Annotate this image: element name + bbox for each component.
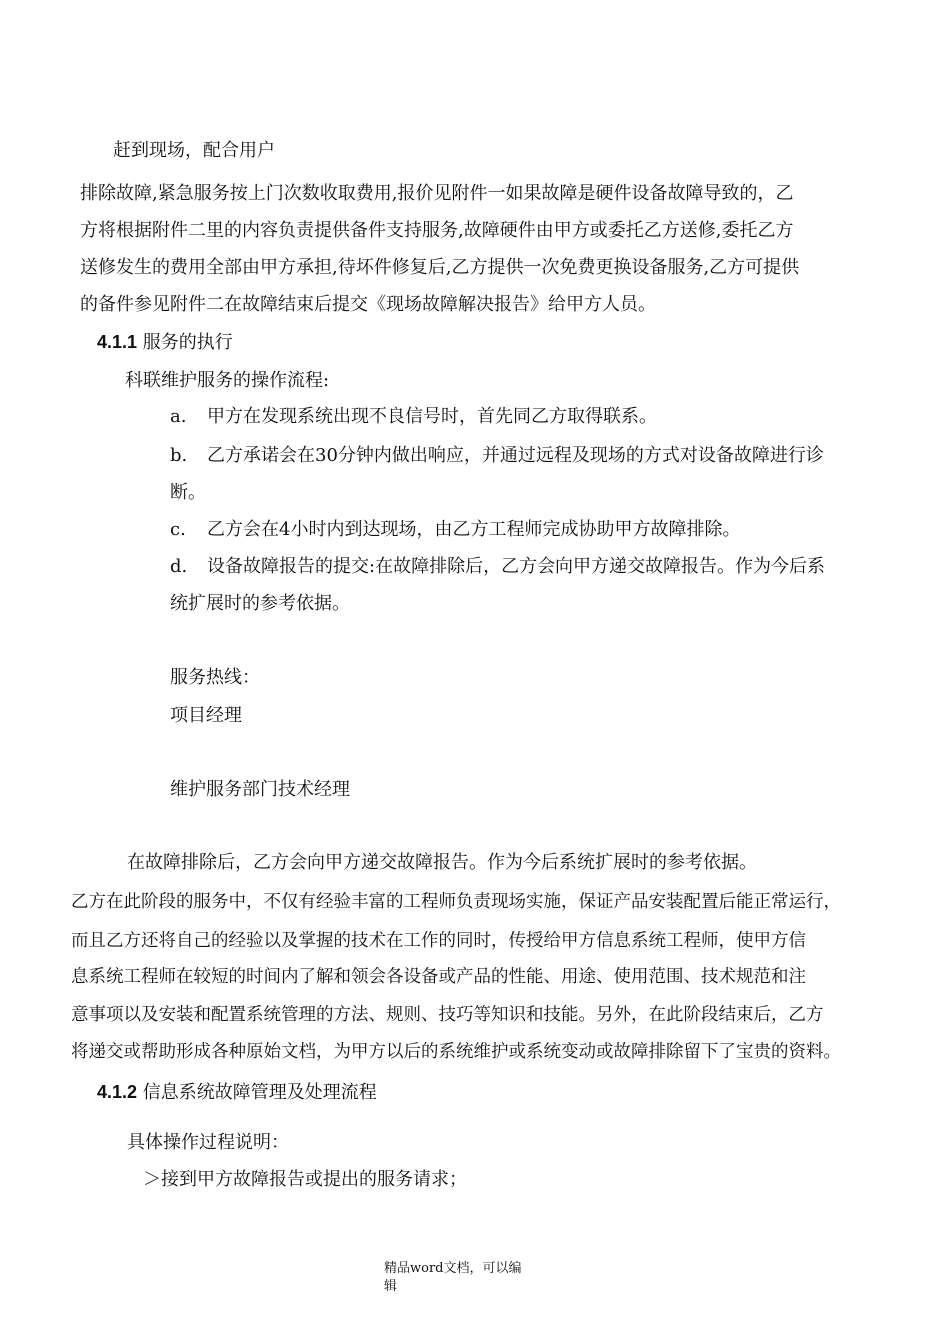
section-number: 4.1.1 bbox=[97, 332, 138, 352]
paragraph-line: 方将根据附件二里的内容负责提供备件支持服务,故障硬件由甲方或委托乙方送修,委托乙方 bbox=[80, 220, 794, 241]
list-item-text: 乙方会在4小时内到达现场，由乙方工程师完成协助甲方故障排除。 bbox=[207, 519, 741, 540]
intro-line: 赶到现场，配合用户 bbox=[113, 140, 275, 161]
paragraph-line: 将递交或帮助形成各种原始文档，为甲方以后的系统维护或系统变动或故障排除留下了宝贵的资料。 bbox=[71, 1042, 841, 1062]
project-manager-label: 项目经理 bbox=[170, 705, 242, 726]
tech-manager-label: 维护服务部门技术经理 bbox=[170, 779, 350, 800]
section-number: 4.1.2 bbox=[97, 1082, 138, 1102]
list-item-label: d. bbox=[170, 556, 188, 577]
footer-line: 精品word文档，可以编 bbox=[384, 1261, 522, 1276]
list-item-continuation: 断。 bbox=[170, 482, 206, 503]
paragraph-line: 排除故障,紧急服务按上门次数收取费用,报价见附件一如果故障是硬件设备故障导致的，乙 bbox=[80, 183, 794, 204]
footer-line: 辑 bbox=[384, 1279, 398, 1294]
list-item-continuation: 统扩展时的参考依据。 bbox=[170, 593, 350, 614]
bullet-arrow-icon: ＞ bbox=[143, 1169, 161, 1190]
list-item bbox=[170, 405, 657, 429]
section-heading-4-1-2 bbox=[97, 1080, 377, 1105]
list-item-label: c. bbox=[170, 519, 186, 540]
paragraph-line: 的备件参见附件二在故障结束后提交《现场故障解决报告》给甲方人员。 bbox=[80, 294, 656, 315]
list-item-label: a. bbox=[170, 406, 187, 427]
section-heading-4-1-1 bbox=[97, 330, 233, 355]
page-footer bbox=[384, 1260, 522, 1296]
list-item bbox=[170, 518, 740, 542]
section-subtitle: 科联维护服务的操作流程: bbox=[125, 370, 330, 391]
section-subtitle: 具体操作过程说明： bbox=[127, 1132, 289, 1153]
list-item-text: 乙方承诺会在30分钟内做出响应，并通过远程及现场的方式对设备故障进行诊 bbox=[207, 445, 824, 466]
list-item-text: 设备故障报告的提交:在故障排除后，乙方会向甲方递交故障报告。作为今后系 bbox=[207, 556, 826, 577]
hotline-label: 服务热线： bbox=[170, 667, 260, 688]
bullet-text: 接到甲方故障报告或提出的服务请求； bbox=[161, 1169, 467, 1190]
paragraph-line: 息系统工程师在较短的时间内了解和领会各设备或产品的性能、用途、使用范围、技术规范和注 bbox=[71, 967, 806, 987]
paragraph-line: 乙方在此阶段的服务中，不仅有经验丰富的工程师负责现场实施，保证产品安装配置后能正常运行， bbox=[71, 892, 841, 912]
list-item-text: 甲方在发现系统出现不良信号时，首先同乙方取得联系。 bbox=[207, 406, 657, 427]
paragraph-line: 而且乙方还将自己的经验以及掌握的技术在工作的同时，传授给甲方信息系统工程师，使甲方信 bbox=[71, 931, 806, 951]
list-item bbox=[170, 444, 824, 468]
paragraph-line: 意事项以及安装和配置系统管理的方法、规则、技巧等知识和技能。另外，在此阶段结束后，乙方 bbox=[71, 1005, 824, 1025]
list-item bbox=[170, 555, 825, 579]
paragraph-line: 送修发生的费用全部由甲方承担,待坏件修复后,乙方提供一次免费更换设备服务,乙方可提供 bbox=[80, 257, 800, 278]
section-title: 信息系统故障管理及处理流程 bbox=[142, 1082, 377, 1103]
after-repair-line: 在故障排除后，乙方会向甲方递交故障报告。作为今后系统扩展时的参考依据。 bbox=[127, 852, 757, 873]
section-title: 服务的执行 bbox=[142, 332, 233, 353]
bullet-item bbox=[143, 1168, 467, 1192]
list-item-label: b. bbox=[170, 445, 188, 466]
